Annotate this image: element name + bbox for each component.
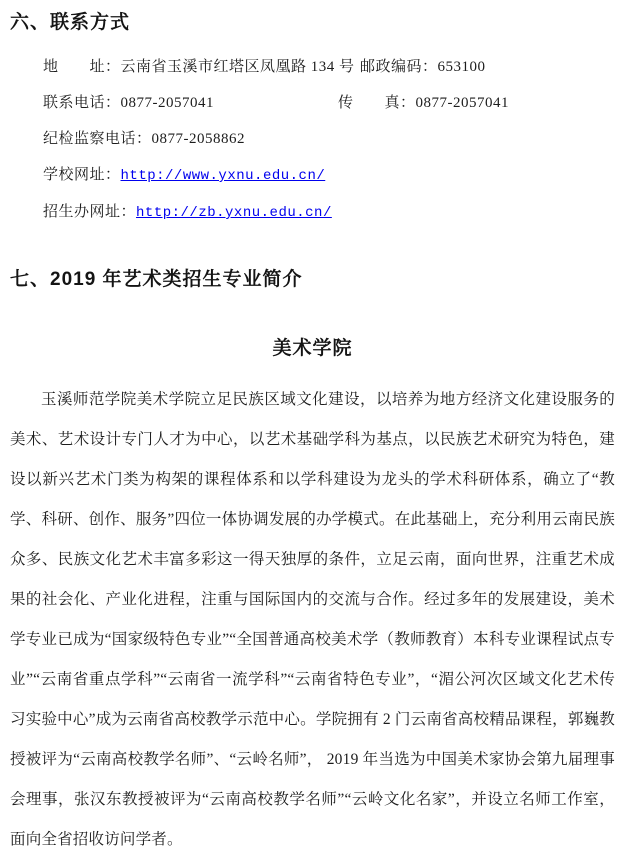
address-pair: [43, 57, 360, 78]
phone-value: 0877-2057041: [120, 95, 215, 111]
contact-row-admissions-website: [43, 202, 615, 224]
contact-row-inspection-phone: [43, 129, 615, 150]
address-label: 地 址：: [43, 59, 121, 75]
admissions-website-label: 招生办网址：: [43, 204, 137, 220]
admissions-website-link[interactable]: http://zb.yxnu.edu.cn/: [136, 205, 332, 221]
address-value: 云南省玉溪市红塔区凤凰路 134 号: [120, 59, 355, 75]
postcode-value: 653100: [437, 59, 486, 75]
college-title: 美术学院: [272, 338, 353, 359]
phone-pair: [43, 93, 338, 114]
majors-section-heading: 七、2019 年艺术类招生专业简介: [10, 269, 303, 290]
college-intro-paragraph: 玉溪师范学院美术学院立足民族区域文化建设，以培养为地方经济文化建设服务的美术、艺术设计专门人才为中心，以艺术基础学科为基点，以民族艺术研究为特色，建设以新兴艺术门类为构架的课程体系和以学科建设为龙头的学术科研体系，确立了“教学、科研、创作、服务”四位一体协调发展的办学模式。在此基础上，充分利用云南民族众多、民族文化艺术丰富多彩这一得天独厚的条件，立足云南，面向世界，注重艺术成果的社会化、产业化进程，注重与国际国内的交流与合作。经过多年的发展建设，美术学专业已成为“国家级特色专业”“全国普通高校美术学（教师教育）本科专业课程试点专业”“云南省重点学科”“云南省一流学科”“云南省特色专业”，“湄公河次区域文化艺术传习实验中心”成为云南省高校教学示范中心。学院拥有 2 门云南省高校精品课程，郭巍教授被评为“云南高校教学名师”、“云岭名师”， 2019 年当选为中国美术家协会第九届理事会理事，张汉东教授被评为“云南高校教学名师”“云岭文化名家”，并设立名师工作室，面向全省招收访问学者。: [10, 391, 615, 848]
contact-block: [43, 57, 615, 224]
contact-section-heading: 六、联系方式: [10, 12, 131, 33]
fax-label: 传 真：: [338, 95, 416, 111]
inspection-phone-value: 0877-2058862: [151, 131, 246, 147]
fax-value: 0877-2057041: [415, 95, 510, 111]
postcode-label: 邮政编码：: [360, 59, 438, 75]
contact-row-address: [43, 57, 615, 78]
phone-label: 联系电话：: [43, 95, 121, 111]
school-website-label: 学校网址：: [43, 167, 121, 183]
contact-row-phone-fax: [43, 93, 615, 114]
school-website-link[interactable]: http://www.yxnu.edu.cn/: [120, 168, 326, 184]
contact-row-school-website: [43, 165, 615, 187]
inspection-phone-label: 纪检监察电话：: [43, 131, 152, 147]
